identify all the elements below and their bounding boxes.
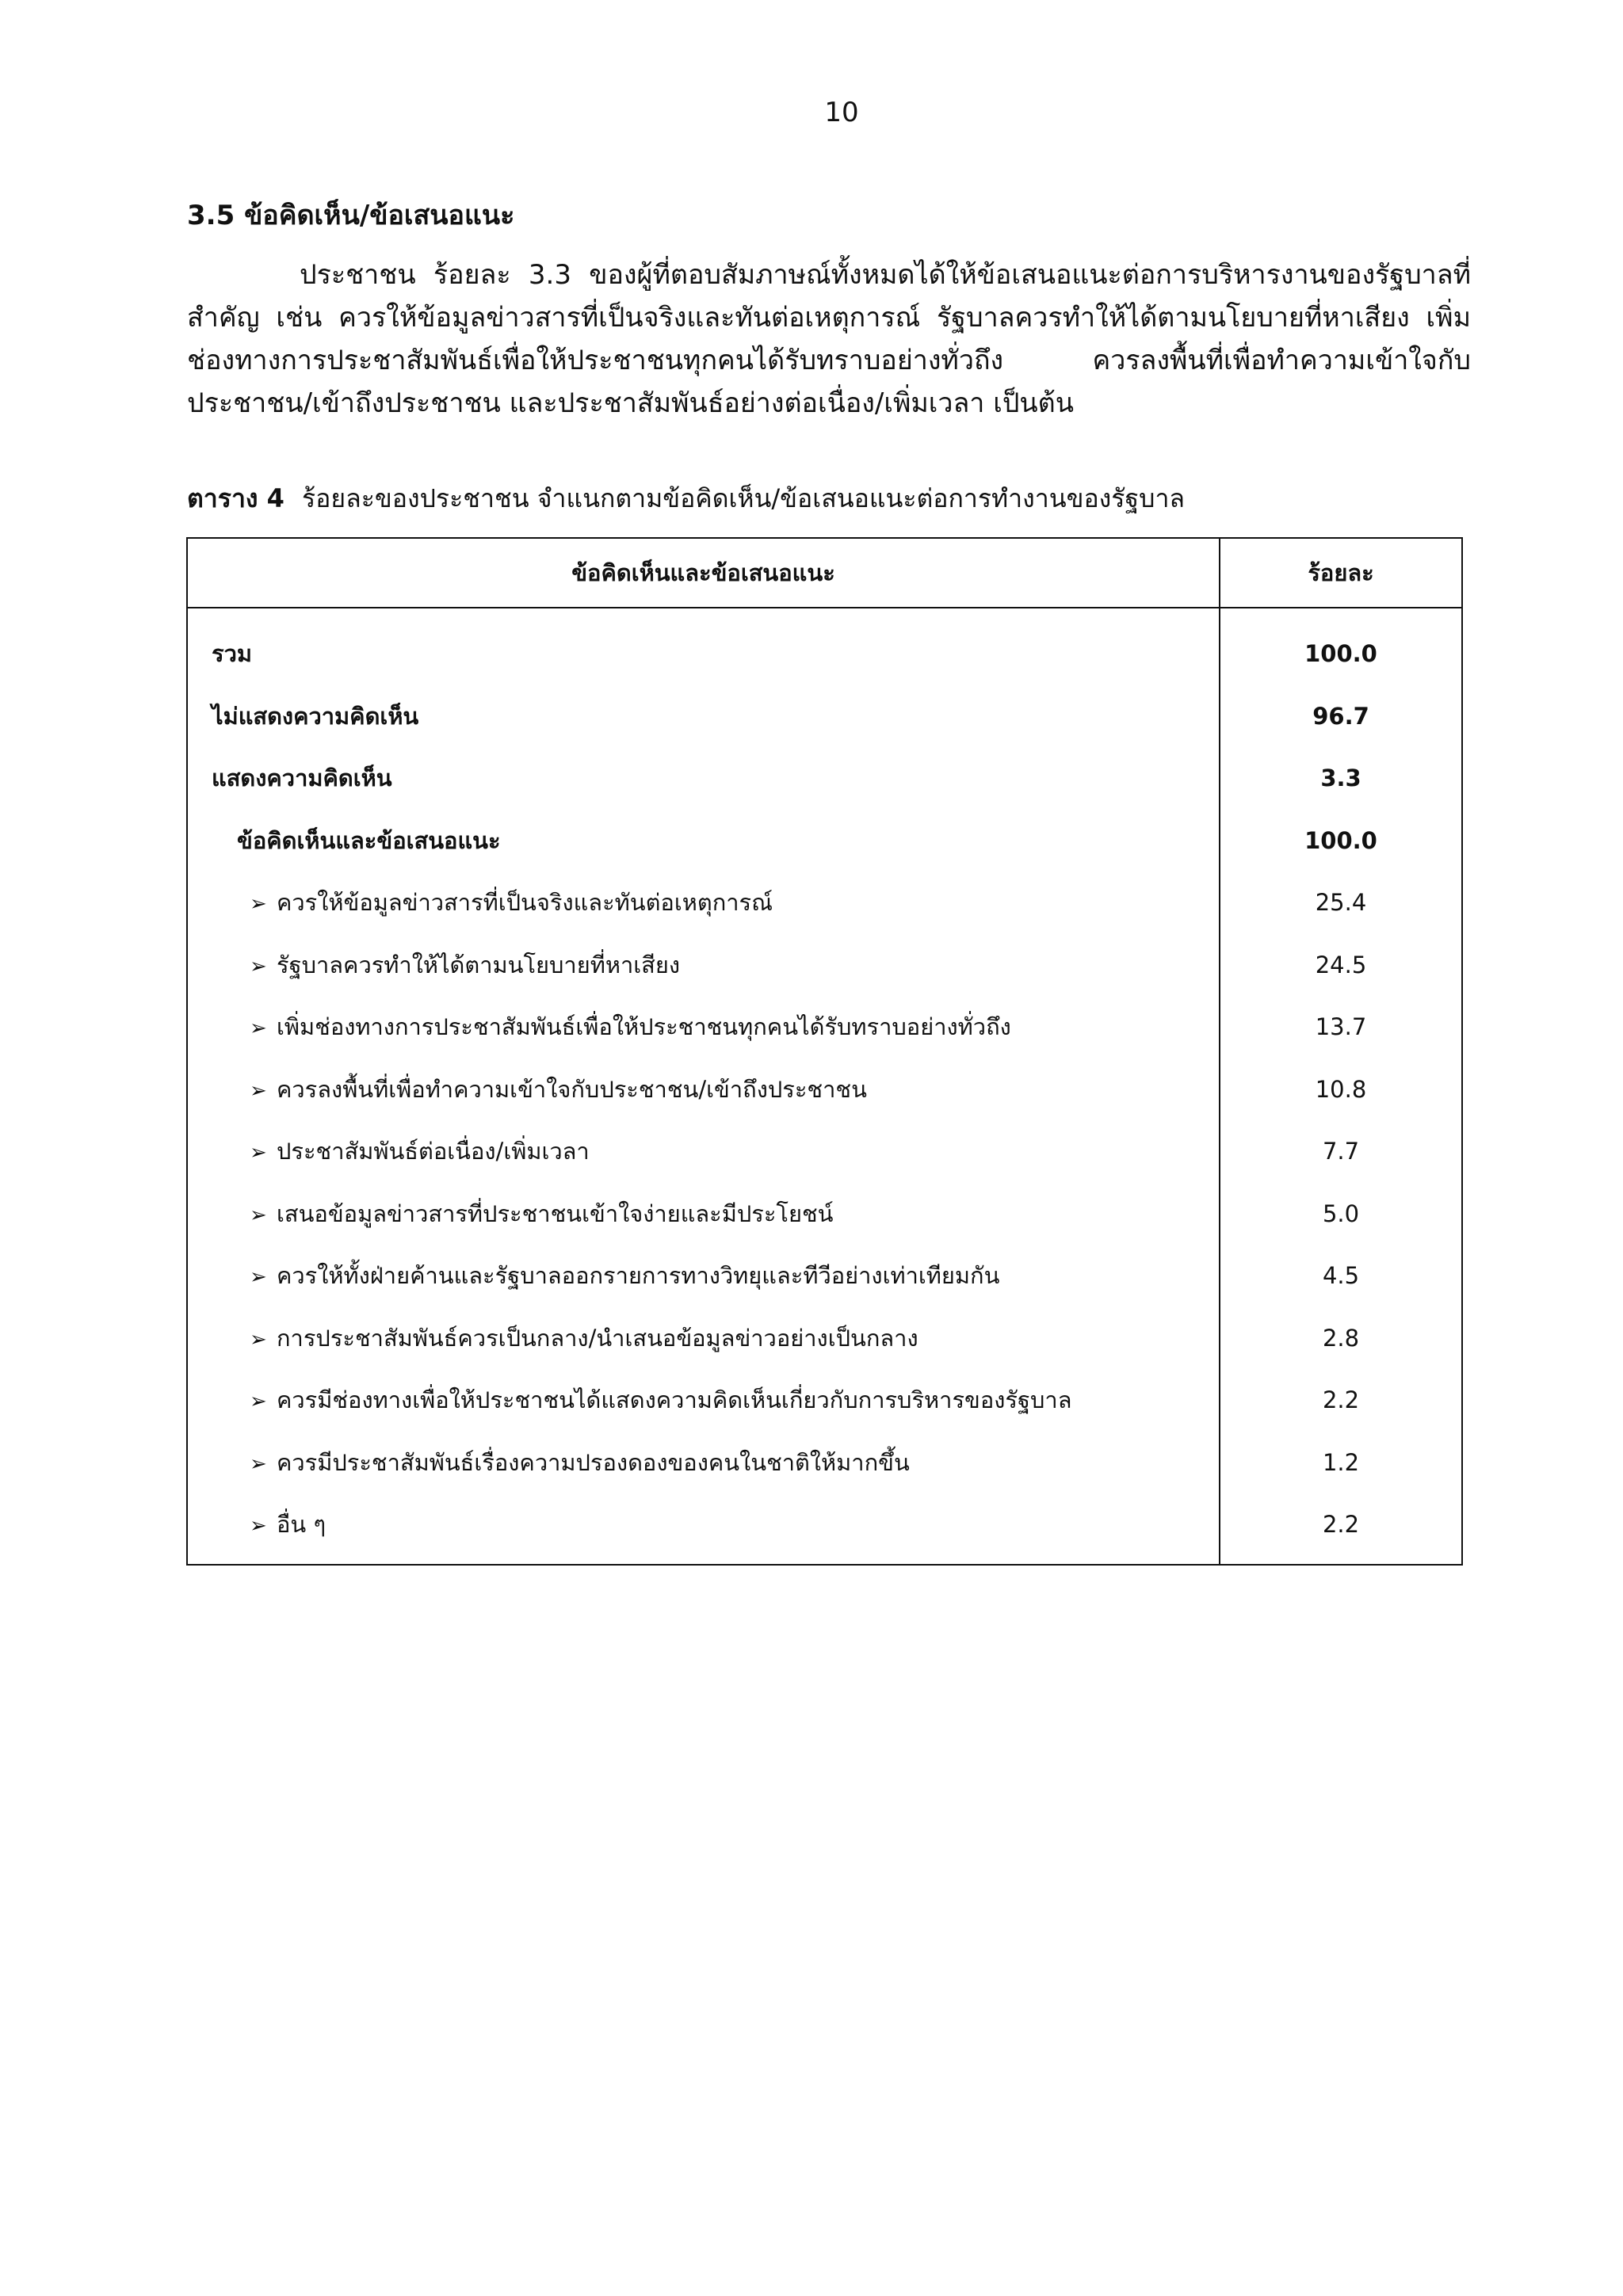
row-value: 7.7	[1220, 1120, 1462, 1183]
row-value: 13.7	[1220, 996, 1462, 1058]
row-value: 2.2	[1220, 1493, 1462, 1565]
row-label-cell	[187, 934, 1220, 997]
table-row	[187, 871, 1462, 934]
table-caption	[187, 479, 1185, 519]
table-row-total	[187, 608, 1462, 685]
row-label: ประชาสัมพันธ์ต่อเนื่อง/เพิ่มเวลา	[277, 1138, 590, 1165]
bullet-arrow-icon: ➢	[250, 892, 267, 917]
bullet-arrow-icon: ➢	[250, 1327, 267, 1352]
row-value: 96.7	[1220, 685, 1462, 748]
table-caption-label: ตาราง 4	[187, 483, 285, 513]
row-label-cell	[187, 1183, 1220, 1245]
row-label: ควรให้ทั้งฝ่ายค้านและรัฐบาลออกรายการทางวิทยุและทีวีอย่างเท่าเทียมกัน	[277, 1262, 1000, 1290]
body-paragraph	[187, 254, 1471, 425]
row-value: 2.2	[1220, 1369, 1462, 1432]
row-label: รวม	[187, 608, 1220, 685]
table-header-row	[187, 538, 1462, 608]
table-row	[187, 1058, 1462, 1121]
row-label-cell	[187, 1058, 1220, 1121]
row-label: ควรให้ข้อมูลข่าวสารที่เป็นจริงและทันต่อเหตุการณ์	[277, 889, 773, 917]
row-label-cell	[187, 1493, 1220, 1565]
row-label-cell	[187, 1432, 1220, 1494]
row-label: รัฐบาลควรทำให้ได้ตามนโยบายที่หาเสียง	[277, 951, 680, 978]
row-value: 5.0	[1220, 1183, 1462, 1245]
table-row	[187, 1183, 1462, 1245]
bullet-arrow-icon: ➢	[250, 1514, 267, 1539]
row-label: แสดงความคิดเห็น	[187, 747, 1220, 810]
bullet-arrow-icon: ➢	[250, 954, 267, 978]
row-label-cell	[187, 1120, 1220, 1183]
row-label: เสนอข้อมูลข่าวสารที่ประชาชนเข้าใจง่ายและมีประโยชน์	[277, 1199, 834, 1227]
page-number: 10	[824, 97, 859, 128]
table-row	[187, 1369, 1462, 1432]
row-value: 4.5	[1220, 1245, 1462, 1307]
row-label: อื่น ๆ	[277, 1511, 327, 1539]
table-row	[187, 1120, 1462, 1183]
table-row	[187, 934, 1462, 997]
row-value: 3.3	[1220, 747, 1462, 810]
row-label-cell	[187, 1307, 1220, 1370]
row-label: ควรมีช่องทางเพื่อให้ประชาชนได้แสดงความคิดเห็นเกี่ยวกับการบริหารของรัฐบาล	[277, 1386, 1072, 1414]
header-item: ข้อคิดเห็นและข้อเสนอแนะ	[187, 538, 1220, 608]
bullet-arrow-icon: ➢	[250, 1390, 267, 1414]
table-row-no-opinion	[187, 685, 1462, 748]
row-value: 2.8	[1220, 1307, 1462, 1370]
paragraph-text: ประชาชน ร้อยละ 3.3 ของผู้ที่ตอบสัมภาษณ์ทั้งหมดได้ให้ข้อเสนอแนะต่อการบริหารงานของรัฐบาลที่สำคัญ เช่น ควรให้ข้อมูลข่าวสารที่เป็นจริงและทันต่อเหตุการณ์ รัฐบาลควรทำให้ได้ตามนโยบายที่หาเสียง เพิ่มช่องทางการประชาสัมพันธ์เพื่อให้ประชาชนทุกคนได้รับทราบอย่างทั่วถึง ควรลงพื้นที่เพื่อทำความเข้าใจกับประชาชน/เข้าถึงประชาชน และประชาสัมพันธ์อย่างต่อเนื่อง/เพิ่มเวลา เป็นต้น	[187, 259, 1471, 419]
bullet-arrow-icon: ➢	[250, 1451, 267, 1476]
section-heading: 3.5 ข้อคิดเห็น/ข้อเสนอแนะ	[187, 200, 515, 231]
row-label: ไม่แสดงความคิดเห็น	[187, 685, 1220, 748]
table-row-suggestions	[187, 810, 1462, 872]
bullet-arrow-icon: ➢	[250, 1141, 267, 1165]
row-label: ควรลงพื้นที่เพื่อทำความเข้าใจกับประชาชน/เข้าถึงประชาชน	[277, 1075, 867, 1103]
row-label: เพิ่มช่องทางการประชาสัมพันธ์เพื่อให้ประชาชนทุกคนได้รับทราบอย่างทั่วถึง	[277, 1013, 1011, 1041]
bullet-arrow-icon: ➢	[250, 1265, 267, 1290]
bullet-arrow-icon: ➢	[250, 1078, 267, 1103]
opinion-table	[186, 537, 1463, 1566]
row-value: 100.0	[1220, 608, 1462, 685]
bullet-arrow-icon: ➢	[250, 1203, 267, 1227]
table-caption-text: ร้อยละของประชาชน จำแนกตามข้อคิดเห็น/ข้อเสนอแนะต่อการทำงานของรัฐบาล	[301, 483, 1186, 513]
row-value: 100.0	[1220, 810, 1462, 872]
row-label-cell	[187, 1369, 1220, 1432]
row-label-cell	[187, 871, 1220, 934]
header-value: ร้อยละ	[1220, 538, 1462, 608]
table-row	[187, 996, 1462, 1058]
bullet-arrow-icon: ➢	[250, 1016, 267, 1041]
table-row	[187, 1432, 1462, 1494]
row-value: 25.4	[1220, 871, 1462, 934]
table-row-with-opinion	[187, 747, 1462, 810]
row-value: 24.5	[1220, 934, 1462, 997]
row-label: ควรมีประชาสัมพันธ์เรื่องความปรองดองของคนในชาติให้มากขึ้น	[277, 1448, 910, 1476]
row-label: การประชาสัมพันธ์ควรเป็นกลาง/นำเสนอข้อมูลข่าวอย่างเป็นกลาง	[277, 1324, 918, 1352]
table-row	[187, 1493, 1462, 1565]
table-row	[187, 1245, 1462, 1307]
row-value: 10.8	[1220, 1058, 1462, 1121]
table-row	[187, 1307, 1462, 1370]
row-label-cell	[187, 1245, 1220, 1307]
row-label: ข้อคิดเห็นและข้อเสนอแนะ	[187, 810, 1220, 872]
row-value: 1.2	[1220, 1432, 1462, 1494]
row-label-cell	[187, 996, 1220, 1058]
